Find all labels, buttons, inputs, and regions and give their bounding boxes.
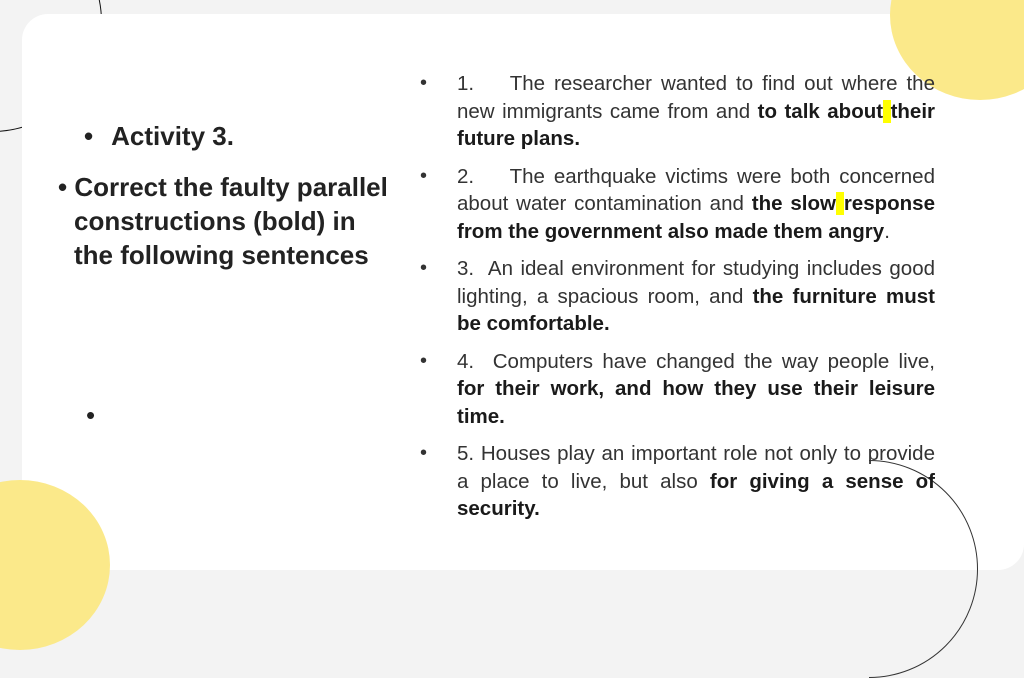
item-number: 4. [457,349,475,373]
sentence-text [457,255,935,338]
plain-text: An ideal environment for studying includes good lighting, a spacious room, and [457,257,936,308]
sentence-text [457,440,935,523]
bullet: • [420,442,428,464]
bullet: • [420,349,428,372]
sentence-text [457,348,935,431]
sentence-text [457,70,935,153]
activity-bullet: • [84,121,94,151]
highlight-mark [883,100,891,123]
bold-text: for giving a sense of security. [457,469,935,520]
highlight-mark [836,192,844,215]
plain-text: Computers have changed the way people live, [492,349,935,373]
bullet: • [420,257,428,279]
activity-title [84,121,234,152]
item-number: 2. [457,164,475,188]
item-number: 5. [457,442,475,465]
sentence-item-2 [420,163,935,246]
plain-text: The researcher wanted to find out where the new immigrants came from and [457,72,935,123]
sentence-list [420,70,935,533]
plain-text: . [884,219,890,243]
item-number: 1. [457,72,475,95]
sentence-item-1 [420,70,935,153]
bold-text: the slow [751,192,836,215]
bold-text: to talk about [757,99,884,123]
sentence-item-4 [420,348,935,431]
sentence-item-3 [420,255,935,338]
bold-text: their future plans. [457,99,936,150]
bold-text: the furniture must be comfortable. [457,284,935,335]
plain-text: The earthquake victims were both concerned about water contamination and [457,164,935,215]
sentence-text [457,163,935,246]
activity-title-text: Activity 3. [111,121,234,151]
bold-text: response from the government also made them angry [457,192,935,243]
bold-text: for their work, and how they use their leisure time. [457,377,935,428]
sentence-item-5 [420,440,935,523]
empty-bullet: • [86,400,96,430]
plain-text: Houses play an important role not only to provide a place to live, but also [457,442,935,493]
bullet: • [420,164,428,187]
item-number: 3. [457,257,475,280]
bullet: • [420,72,428,94]
instructions-text: • Correct the faulty parallel constructions (bold) in the following sentences [58,172,388,270]
